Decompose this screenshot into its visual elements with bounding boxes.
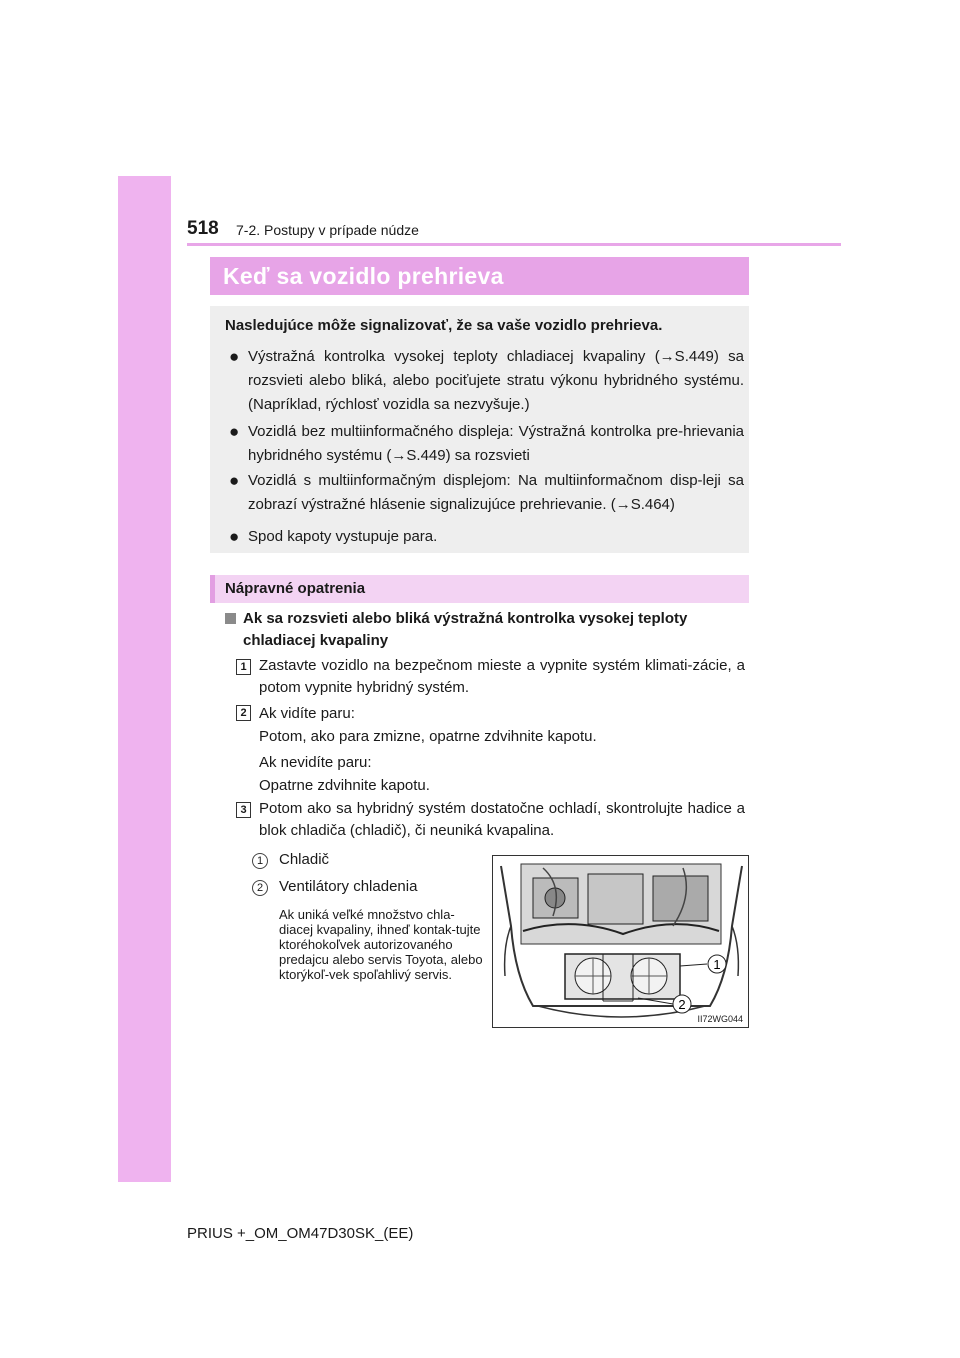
section-title: Keď sa vozidlo prehrieva: [210, 257, 749, 295]
info-intro: Nasledujúce môže signalizovať, že sa vaše vozidlo prehrieva.: [225, 317, 663, 334]
bullet-icon: ●: [229, 422, 240, 441]
step-number: 1: [236, 659, 251, 675]
engine-illustration: [493, 856, 749, 1028]
callout-number: 1: [252, 853, 268, 869]
step-text: Ak nevidíte paru:: [259, 754, 372, 771]
bullet-text: Spod kapoty vystupuje para.: [248, 528, 438, 545]
callout-2-text: 2: [678, 997, 686, 1012]
figure-code: II72WG044: [697, 1014, 743, 1024]
warning-note: Ak uniká veľké množstvo chla-diacej kvapaliny, ihneď kontak-tujte ktoréhokoľvek autorizovaného predajcu alebo servis Toyota, alebo ktorýkoľ-vek spoľahlivý servis.: [279, 907, 483, 982]
bullet-text: Vozidlá s multiinformačným displejom: Na multiinformačnom disp-leji sa zobrazí výstražné hlásenie signalizujúce prehrievanie. (→S.464): [248, 472, 744, 513]
chapter-sidebar-tab: [118, 176, 171, 1182]
bullet-item: [229, 420, 744, 468]
bullet-icon: ●: [229, 471, 240, 490]
bullet-item: [229, 345, 744, 417]
step-text: Opatrne zdvihnite kapotu.: [259, 777, 430, 794]
subsection-title: Nápravné opatrenia: [210, 575, 749, 603]
bullet-icon: ●: [229, 527, 240, 546]
footer-code: PRIUS +_OM_OM47D30SK_(EE): [187, 1225, 414, 1242]
part-label: Ventilátory chladenia: [279, 878, 418, 895]
page-number: 518: [187, 218, 219, 239]
part-label: Chladič: [279, 851, 330, 868]
header-divider: [187, 243, 841, 246]
step-text: Zastavte vozidlo na bezpečnom mieste a vypnite systém klimati-zácie, a potom vypnite hybridný systém.: [259, 657, 745, 696]
step-text: Potom, ako para zmizne, opatrne zdvihnite kapotu.: [259, 728, 597, 745]
chapter-heading: 7-2. Postupy v prípade núdze: [236, 222, 419, 238]
callout-1-text: 1: [713, 957, 721, 972]
condition-title: Ak sa rozsvieti alebo bliká výstražná kontrolka vysokej teploty chladiacej kvapaliny: [243, 610, 688, 649]
bullet-item: [229, 525, 744, 549]
bullet-text: Vozidlá bez multiinformačného displeja: Výstražná kontrolka pre-hrievania hybridného systému (→S.449) sa rozsvieti: [248, 423, 744, 464]
square-bullet-icon: [225, 613, 236, 624]
step-text: Potom ako sa hybridný systém dostatočne ochladí, skontrolujte hadice a blok chladiča (chladič), či neuniká kvapalina.: [259, 800, 745, 839]
bullet-text: Výstražná kontrolka vysokej teploty chladiacej kvapaliny (→S.449) sa rozsvieti alebo bliká, alebo pociťujete stratu výkonu hybridného systému. (Napríklad, rýchlosť vozidla sa nezvyšuje.): [248, 348, 744, 413]
bullet-item: [229, 469, 744, 517]
step-number: 2: [236, 705, 251, 721]
bullet-icon: ●: [229, 347, 240, 366]
step-text: Ak vidíte paru:: [259, 705, 355, 722]
engine-compartment-figure: [492, 855, 749, 1028]
step-number: 3: [236, 802, 251, 818]
callout-number: 2: [252, 880, 268, 896]
